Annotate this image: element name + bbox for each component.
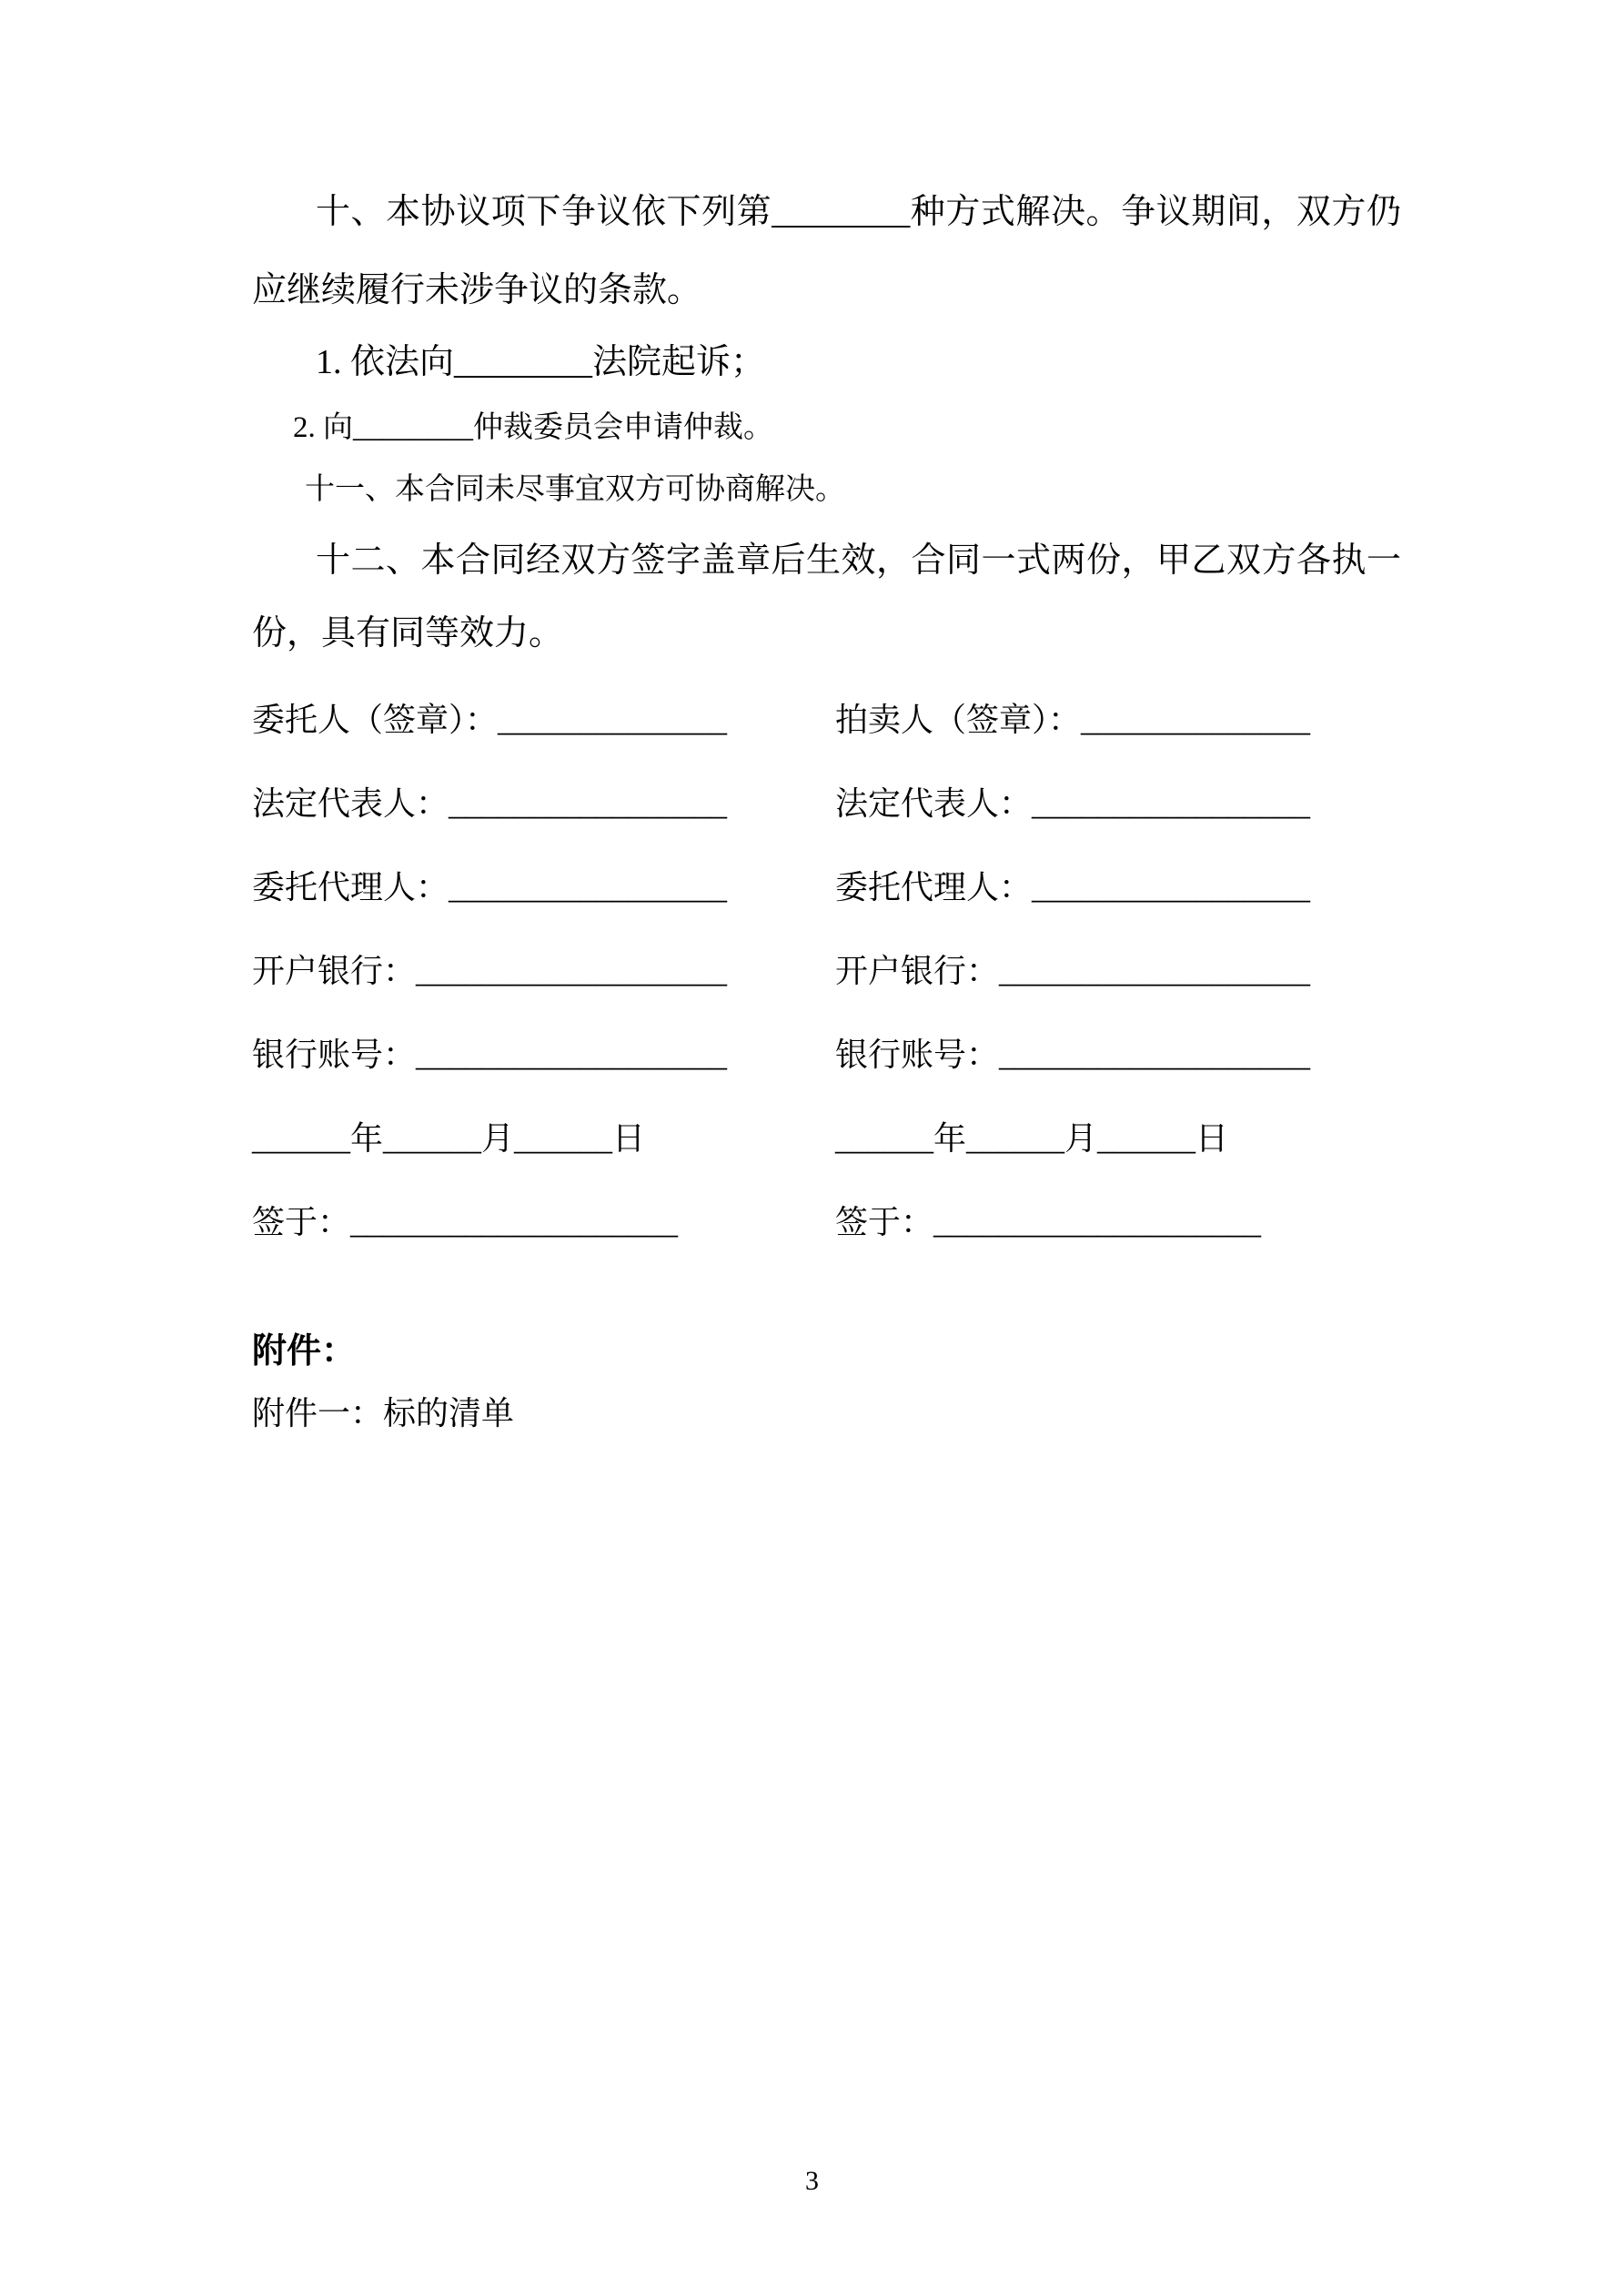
attachment-item-1: 附件一：标的清单 bbox=[252, 1395, 515, 1431]
clause-10-option-2: 2. 向________仲裁委员会申请仲裁。 bbox=[293, 411, 773, 444]
signature-block bbox=[252, 675, 1401, 1261]
consignor-account-line: 银行账号：___________________ bbox=[252, 1036, 728, 1073]
auctioneer-date-line: ______年______月______日 bbox=[835, 1119, 1228, 1157]
auctioneer-account-line: 银行账号：___________________ bbox=[835, 1036, 1311, 1073]
consignor-date-line: ______年______月______日 bbox=[252, 1119, 645, 1157]
consignor-seal-line: 委托人（签章）：______________ bbox=[252, 701, 728, 738]
clause-12: 十二、本合同经双方签字盖章后生效，合同一式两份，甲乙双方各执一份，具有同等效力。 bbox=[252, 541, 1401, 652]
consignor-signature-column bbox=[252, 675, 835, 1261]
auctioneer-signature-column bbox=[835, 675, 1401, 1261]
consignor-bank-line: 开户银行：___________________ bbox=[252, 952, 728, 989]
clause-10: 十、本协议项下争议依下列第________种方式解决。争议期间，双方仍应继续履行未涉争议的条款。 bbox=[252, 193, 1401, 309]
auctioneer-seal-line: 拍卖人（签章）：______________ bbox=[835, 701, 1311, 738]
attachments-section bbox=[252, 1324, 1401, 1439]
consignor-signed-at-line: 签于：____________________ bbox=[252, 1203, 679, 1240]
auctioneer-agent-line: 委托代理人：_________________ bbox=[835, 868, 1311, 905]
attachments-title: 附件： bbox=[252, 1332, 357, 1371]
auctioneer-signed-at-line: 签于：____________________ bbox=[835, 1203, 1262, 1240]
clauses-section bbox=[252, 173, 1401, 670]
auctioneer-bank-line: 开户银行：___________________ bbox=[835, 952, 1311, 989]
consignor-legal-representative-line: 法定代表人：_________________ bbox=[252, 784, 728, 822]
consignor-agent-line: 委托代理人：_________________ bbox=[252, 868, 728, 905]
auctioneer-legal-representative-line: 法定代表人：_________________ bbox=[835, 784, 1311, 822]
clause-11: 十一、本合同未尽事宜双方可协商解决。 bbox=[305, 473, 845, 506]
clause-10-option-1: 1. 依法向________法院起诉； bbox=[316, 343, 766, 381]
page-number: 3 bbox=[805, 2166, 819, 2196]
